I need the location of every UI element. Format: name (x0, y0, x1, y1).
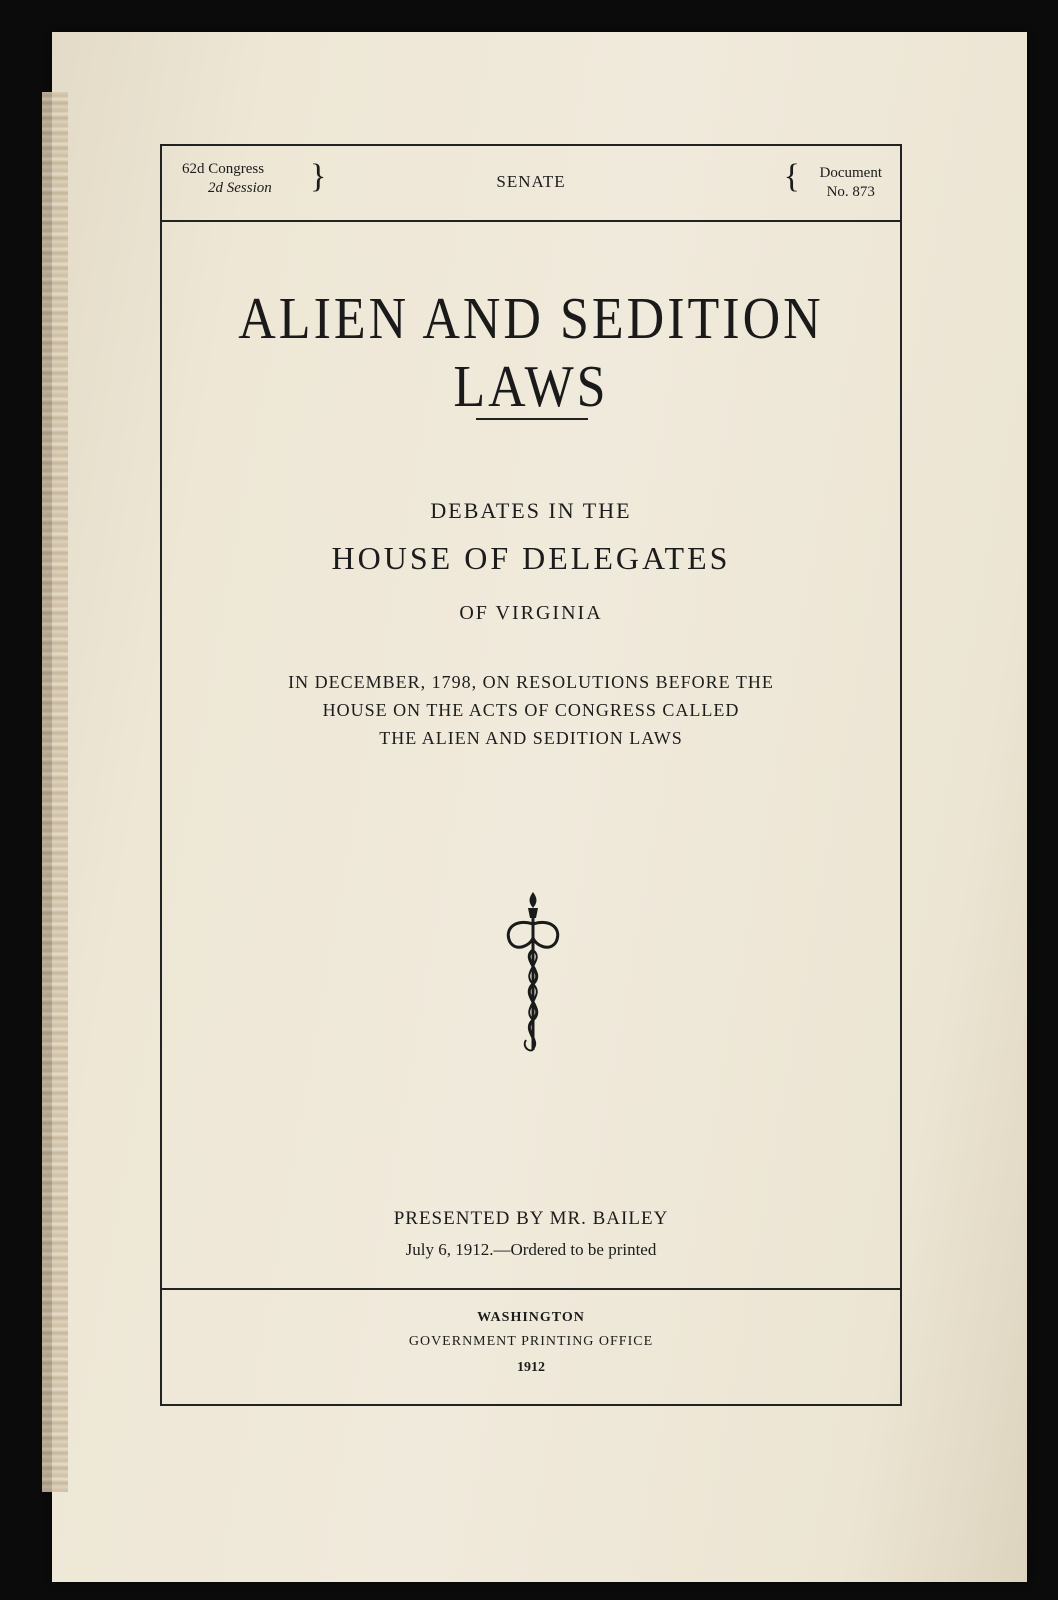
title-frame (160, 144, 902, 1406)
right-brace-icon: { (783, 158, 800, 195)
document-page (52, 32, 1027, 1582)
page-title: ALIEN AND SEDITION LAWS (238, 286, 824, 420)
document-number-label: No. 873 (826, 184, 875, 200)
title-divider (476, 418, 588, 420)
document-number (820, 164, 882, 202)
order-date: July 6, 1912.—Ordered to be printed (405, 1240, 657, 1259)
resolution-description (162, 668, 900, 752)
chamber-label: SENATE (496, 172, 566, 191)
congress-label: 62d Congress (182, 161, 265, 177)
header-row (162, 146, 900, 222)
imprint-printer: GOVERNMENT PRINTING OFFICE (408, 1334, 654, 1349)
presented-by: PRESENTED BY MR. BAILEY (393, 1208, 669, 1229)
caduceus-torch-icon (500, 890, 566, 1058)
debates-label: DEBATES IN THE (430, 498, 632, 523)
left-brace-icon: } (310, 158, 327, 195)
resolution-line: IN DECEMBER, 1798, ON RESOLUTIONS BEFORE THE (288, 672, 774, 692)
session-label: 2d Session (208, 180, 272, 196)
imprint-year: 1912 (517, 1360, 545, 1375)
imprint-footer (162, 1288, 900, 1404)
document-label: Document (819, 165, 882, 181)
state-label: OF VIRGINIA (459, 602, 603, 624)
imprint-city: WASHINGTON (477, 1310, 585, 1325)
resolution-line: THE ALIEN AND SEDITION LAWS (379, 728, 683, 748)
house-label: HOUSE OF DELEGATES (331, 540, 731, 576)
torn-binding-edge (42, 92, 68, 1492)
resolution-line: HOUSE ON THE ACTS OF CONGRESS CALLED (322, 700, 740, 720)
